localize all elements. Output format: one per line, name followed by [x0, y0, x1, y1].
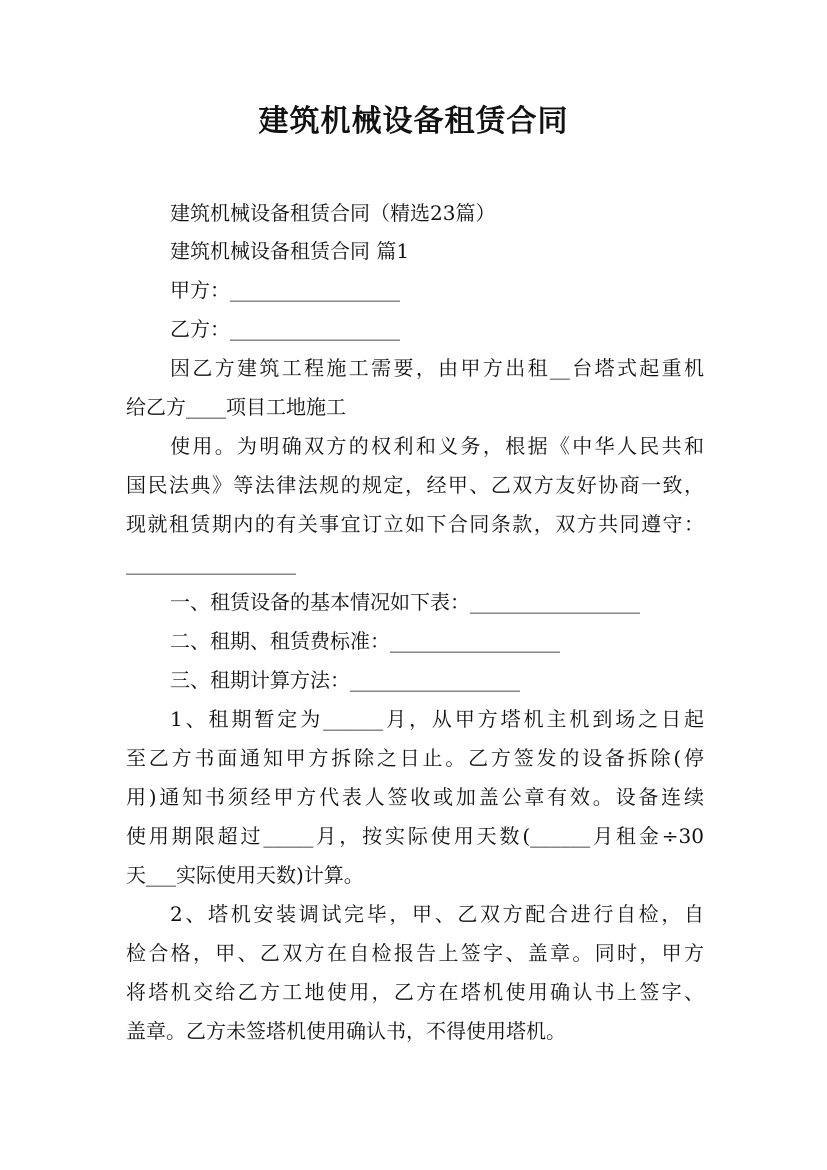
paragraph-line: 1、租期暂定为______月，从甲方塔机主机到场之日起 [170, 707, 704, 731]
party-a-field: 甲方：_________________ [170, 278, 400, 302]
paragraph-line: 至乙方书面通知甲方拆除之日止。乙方签发的设备拆除(停 [126, 746, 704, 770]
paragraph-line: 盖章。乙方未签塔机使用确认书，不得使用塔机。 [126, 1019, 566, 1043]
clause-3: 三、租期计算方法：_________________ [170, 668, 520, 692]
document-title: 建筑机械设备租赁合同 [258, 104, 569, 139]
blank-line: _________________ [126, 551, 296, 575]
paragraph-line: 现就租赁期内的有关事宜订立如下合同条款，双方共同遵守： [126, 512, 704, 536]
subtitle-line: 建筑机械设备租赁合同（精选23篇） [170, 201, 496, 225]
paragraph-line: 用)通知书须经甲方代表人签收或加盖公章有效。设备连续 [126, 785, 704, 809]
paragraph-line: 天___实际使用天数)计算。 [126, 863, 364, 887]
clause-1: 一、租赁设备的基本情况如下表：_________________ [170, 590, 640, 614]
paragraph-line: 检合格，甲、乙双方在自检报告上签字、盖章。同时，甲方 [126, 941, 704, 965]
paragraph-line: 2、塔机安装调试完毕，甲、乙双方配合进行自检，自 [170, 902, 704, 926]
paragraph-line: 使用。为明确双方的权利和义务，根据《中华人民共和 [170, 434, 704, 458]
paragraph-line: 将塔机交给乙方工地使用，乙方在塔机使用确认书上签字、 [126, 980, 704, 1004]
paragraph-line: 国民法典》等法律法规的规定，经甲、乙双方友好协商一致， [126, 473, 704, 497]
paragraph-line: 给乙方____项目工地施工 [126, 395, 346, 419]
clause-2: 二、租期、租赁费标准：_________________ [170, 629, 560, 653]
party-b-field: 乙方：_________________ [170, 317, 400, 341]
section-heading: 建筑机械设备租赁合同 篇1 [170, 239, 410, 263]
paragraph-line: 因乙方建筑工程施工需要，由甲方出租__台塔式起重机 [170, 356, 704, 380]
paragraph-line: 使用期限超过_____月，按实际使用天数(______月租金÷30 [126, 824, 704, 848]
